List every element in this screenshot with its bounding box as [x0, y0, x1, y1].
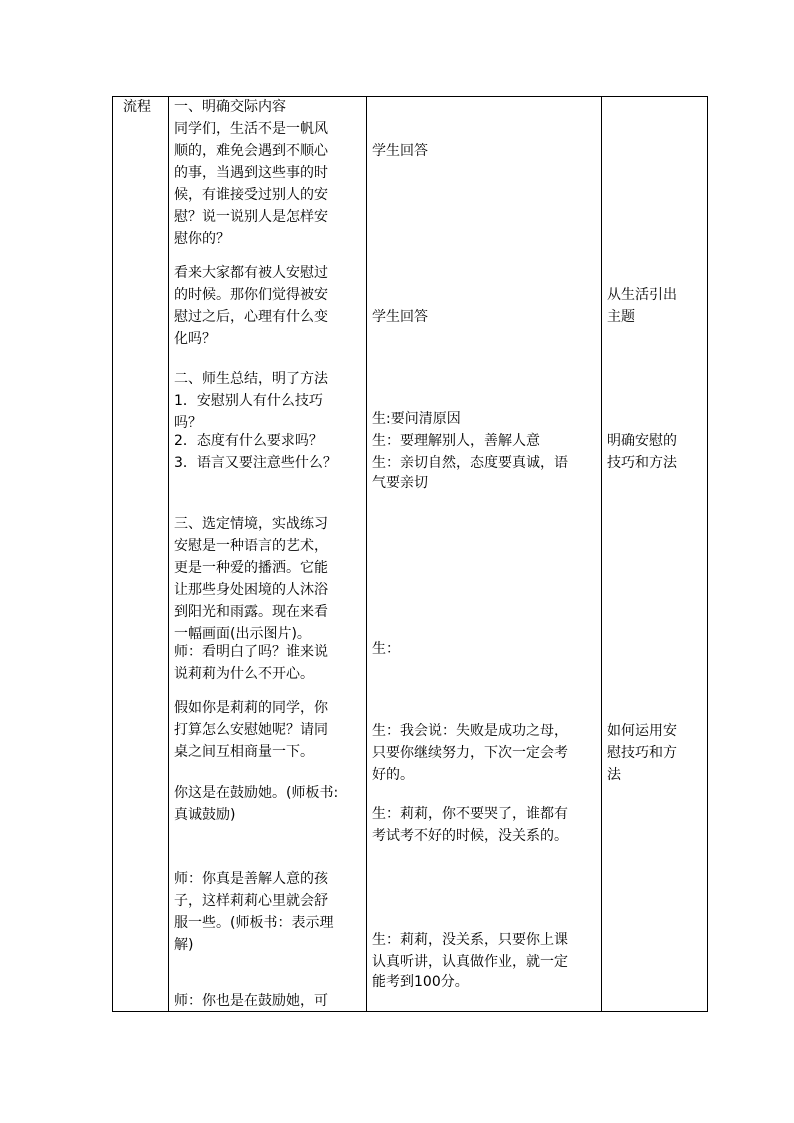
process-line: 子，这样莉莉心里就会舒 — [174, 893, 328, 909]
process-line: 3．语言又要注意些什么？ — [174, 455, 337, 471]
intent-line: 主题 — [607, 309, 635, 325]
process-line: 一、明确交际内容 — [174, 99, 286, 115]
student-line: 生:要问清原因 — [372, 411, 461, 427]
student-line: 气要亲切 — [372, 475, 428, 491]
student-line: 生： — [372, 641, 400, 657]
process-line: 桌之间互相商量一下。 — [174, 744, 314, 760]
student-line: 考试考不好的时候，没关系的。 — [372, 828, 568, 844]
process-line: 候，有谁接受过别人的安 — [174, 187, 328, 203]
student-line: 认真听讲，认真做作业，就一定 — [372, 954, 568, 970]
process-line: 假如你是莉莉的同学，你 — [174, 700, 328, 716]
process-line: 一幅画面(出示图片)。 — [174, 626, 311, 642]
student-line: 学生回答 — [372, 309, 428, 325]
process-line: 顺的，难免会遇到不顺心 — [174, 143, 328, 159]
process-line: 服一些。(师板书：表示理 — [174, 915, 334, 931]
process-line: 2．态度有什么要求吗？ — [174, 433, 323, 449]
process-line: 真诚鼓励) — [174, 807, 236, 823]
student-line: 生：我会说：失败是成功之母， — [372, 723, 568, 739]
process-line: 1．安慰别人有什么技巧 — [174, 393, 323, 409]
process-line: 三、选定情境，实战练习 — [174, 516, 328, 532]
column-divider — [366, 97, 367, 1011]
student-line: 生：莉莉，你不要哭了，谁都有 — [372, 806, 568, 822]
process-line: 吗？ — [174, 415, 202, 431]
process-line: 让那些身处困境的人沐浴 — [174, 582, 328, 598]
intent-line: 法 — [607, 767, 621, 783]
stage-label: 流程 — [123, 99, 151, 115]
process-line: 安慰是一种语言的艺术， — [174, 538, 328, 554]
column-divider — [601, 97, 602, 1011]
intent-line: 从生活引出 — [607, 287, 677, 303]
intent-line: 慰技巧和方 — [607, 745, 677, 761]
intent-line: 技巧和方法 — [607, 455, 677, 471]
process-line: 师：看明白了吗？谁来说 — [174, 644, 328, 660]
student-line: 学生回答 — [372, 143, 428, 159]
process-line: 二、师生总结，明了方法 — [174, 371, 328, 387]
process-line: 师：你真是善解人意的孩 — [174, 871, 328, 887]
intent-line: 如何运用安 — [607, 723, 677, 739]
process-line: 解) — [174, 937, 194, 953]
process-line: 的时候。那你们觉得被安 — [174, 287, 328, 303]
process-line: 的事，当遇到这些事的时 — [174, 165, 328, 181]
student-line: 生：莉莉，没关系，只要你上课 — [372, 932, 568, 948]
student-line: 生：亲切自然，态度要真诚，语 — [372, 455, 568, 471]
process-line: 慰过之后，心理有什么变 — [174, 309, 328, 325]
process-line: 看来大家都有被人安慰过 — [174, 265, 328, 281]
student-line: 只要你继续努力，下次一定会考 — [372, 745, 568, 761]
intent-line: 明确安慰的 — [607, 433, 677, 449]
process-line: 到阳光和雨露。现在来看 — [174, 604, 328, 620]
process-line: 同学们，生活不是一帆风 — [174, 121, 328, 137]
process-line: 慰？说一说别人是怎样安 — [174, 209, 328, 225]
process-line: 更是一种爱的播洒。它能 — [174, 560, 328, 576]
process-line: 师：你也是在鼓励她，可 — [174, 993, 328, 1009]
student-line: 能考到100分。 — [372, 974, 469, 990]
process-line: 化吗？ — [174, 331, 216, 347]
process-line: 打算怎么安慰她呢？请同 — [174, 722, 328, 738]
column-divider — [168, 97, 169, 1011]
process-line: 慰你的？ — [174, 231, 230, 247]
student-line: 生：要理解别人，善解人意 — [372, 433, 540, 449]
student-line: 好的。 — [372, 767, 414, 783]
process-line: 你这是在鼓励她。(师板书: — [174, 785, 339, 801]
process-line: 说莉莉为什么不开心。 — [174, 666, 314, 682]
